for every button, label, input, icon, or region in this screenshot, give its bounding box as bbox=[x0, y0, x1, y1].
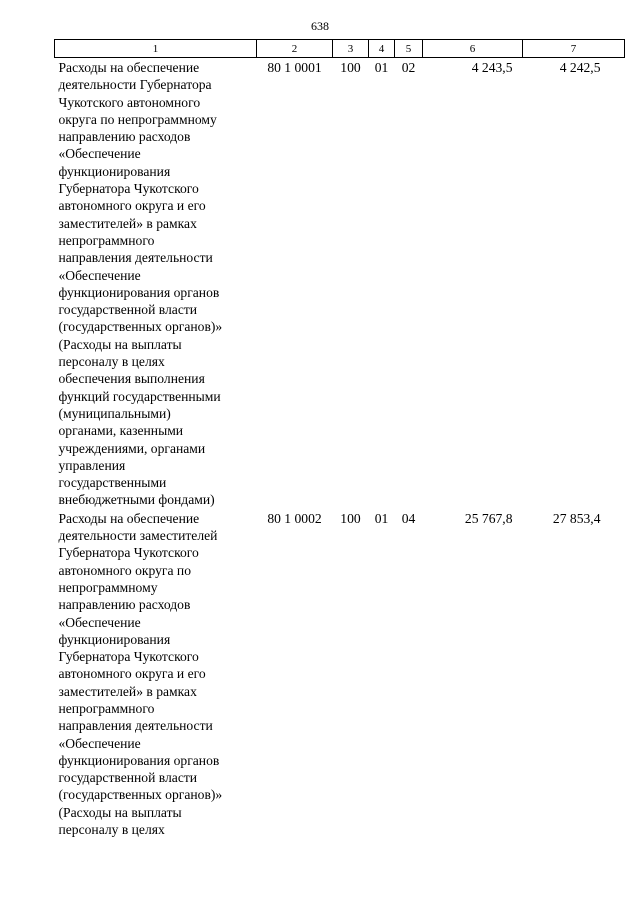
column-header-5: 5 bbox=[395, 40, 423, 58]
expense-name-line: функционирования органов bbox=[58, 752, 220, 768]
table-body bbox=[55, 58, 625, 839]
column-header-3: 3 bbox=[333, 40, 369, 58]
budget-table bbox=[54, 39, 625, 838]
expense-name-line: непрограммного bbox=[58, 232, 155, 248]
expense-name-line: округа по непрограммному bbox=[58, 111, 217, 127]
expense-name-line: управления bbox=[58, 457, 126, 473]
expense-name-line: (государственных органов)» bbox=[58, 319, 223, 335]
column-header-7: 7 bbox=[523, 40, 625, 58]
expense-name-line: непрограммного bbox=[58, 700, 155, 716]
expense-type-cell: 100 bbox=[340, 60, 361, 75]
expense-name-line: «Обеспечение bbox=[58, 146, 141, 162]
expense-name-line: учреждениями, органами bbox=[58, 440, 206, 456]
expense-name-line: Чукотского автономного bbox=[58, 94, 201, 110]
expense-name-line: персоналу в целях bbox=[58, 822, 165, 838]
column-header-6: 6 bbox=[423, 40, 523, 58]
column-header-4: 4 bbox=[369, 40, 395, 58]
amount-col6-cell: 4 243,5 bbox=[471, 60, 513, 75]
expense-name-line: обеспечения выполнения bbox=[58, 371, 205, 387]
expense-name-line: направлению расходов bbox=[58, 129, 191, 145]
expense-name-line: автономного округа и его bbox=[58, 666, 206, 682]
target-code-cell: 80 1 0002 bbox=[267, 510, 322, 526]
expense-name-line: «Обеспечение bbox=[58, 267, 141, 283]
table-row bbox=[55, 509, 625, 839]
amount-col7-cell: 4 242,5 bbox=[559, 60, 601, 75]
expense-name-line: Губернатора Чукотского bbox=[58, 649, 199, 665]
expense-name-line: (муниципальными) bbox=[58, 405, 171, 421]
expense-name-line: персоналу в целях bbox=[58, 354, 165, 370]
expense-name-line: автономного округа по bbox=[58, 562, 191, 578]
expense-name-line: автономного округа и его bbox=[58, 198, 206, 214]
column-header-2: 2 bbox=[257, 40, 333, 58]
expense-name-line: заместителей» в рамках bbox=[58, 683, 197, 699]
expense-name-line: государственными bbox=[58, 475, 167, 491]
expense-name-line: (Расходы на выплаты bbox=[58, 336, 182, 352]
expense-name-line: «Обеспечение bbox=[58, 614, 141, 630]
amount-col7-cell: 27 853,4 bbox=[552, 510, 601, 526]
header-row bbox=[55, 40, 625, 58]
expense-name-line: Расходы на обеспечение bbox=[58, 60, 200, 75]
expense-name-line: заместителей» в рамках bbox=[58, 215, 197, 231]
expense-name-line: функционирования bbox=[58, 631, 171, 647]
target-code-cell: 80 1 0001 bbox=[267, 60, 322, 75]
expense-name-line: направлению расходов bbox=[58, 597, 191, 613]
expense-name-line: функционирования bbox=[58, 163, 171, 179]
expense-name-cell bbox=[55, 58, 257, 509]
expense-name-line: Губернатора Чукотского bbox=[58, 181, 199, 197]
expense-name-line: (Расходы на выплаты bbox=[58, 804, 182, 820]
expense-name-line: деятельности Губернатора bbox=[58, 77, 212, 93]
expense-name-line: направления деятельности bbox=[58, 250, 213, 266]
expense-name-line: государственной власти bbox=[58, 302, 198, 318]
expense-name-line: деятельности заместителей bbox=[58, 528, 218, 544]
subsection-cell: 02 bbox=[401, 60, 416, 75]
expense-name-line: внебюджетными фондами) bbox=[58, 492, 215, 508]
expense-name-line: Губернатора Чукотского bbox=[58, 545, 199, 561]
section-cell: 01 bbox=[374, 60, 389, 75]
expense-name-line: функционирования органов bbox=[58, 284, 220, 300]
expense-name-line: непрограммному bbox=[58, 579, 158, 595]
expense-name-line: государственной власти bbox=[58, 770, 198, 786]
subsection-cell: 04 bbox=[401, 510, 416, 526]
expense-name-line: «Обеспечение bbox=[58, 735, 141, 751]
amount-col6-cell: 25 767,8 bbox=[464, 510, 513, 526]
expense-name-line: (государственных органов)» bbox=[58, 787, 223, 803]
expense-name-cell bbox=[55, 509, 257, 839]
table-row bbox=[55, 58, 625, 509]
expense-name-line: направления деятельности bbox=[58, 718, 213, 734]
column-header-1: 1 bbox=[55, 40, 257, 58]
expense-name-line: Расходы на обеспечение bbox=[58, 510, 200, 526]
page-number: 638 bbox=[311, 19, 329, 33]
expense-type-cell: 100 bbox=[340, 510, 361, 526]
expense-name-line: органами, казенными bbox=[58, 423, 184, 439]
section-cell: 01 bbox=[374, 510, 389, 526]
expense-name-line: функций государственными bbox=[58, 388, 221, 404]
